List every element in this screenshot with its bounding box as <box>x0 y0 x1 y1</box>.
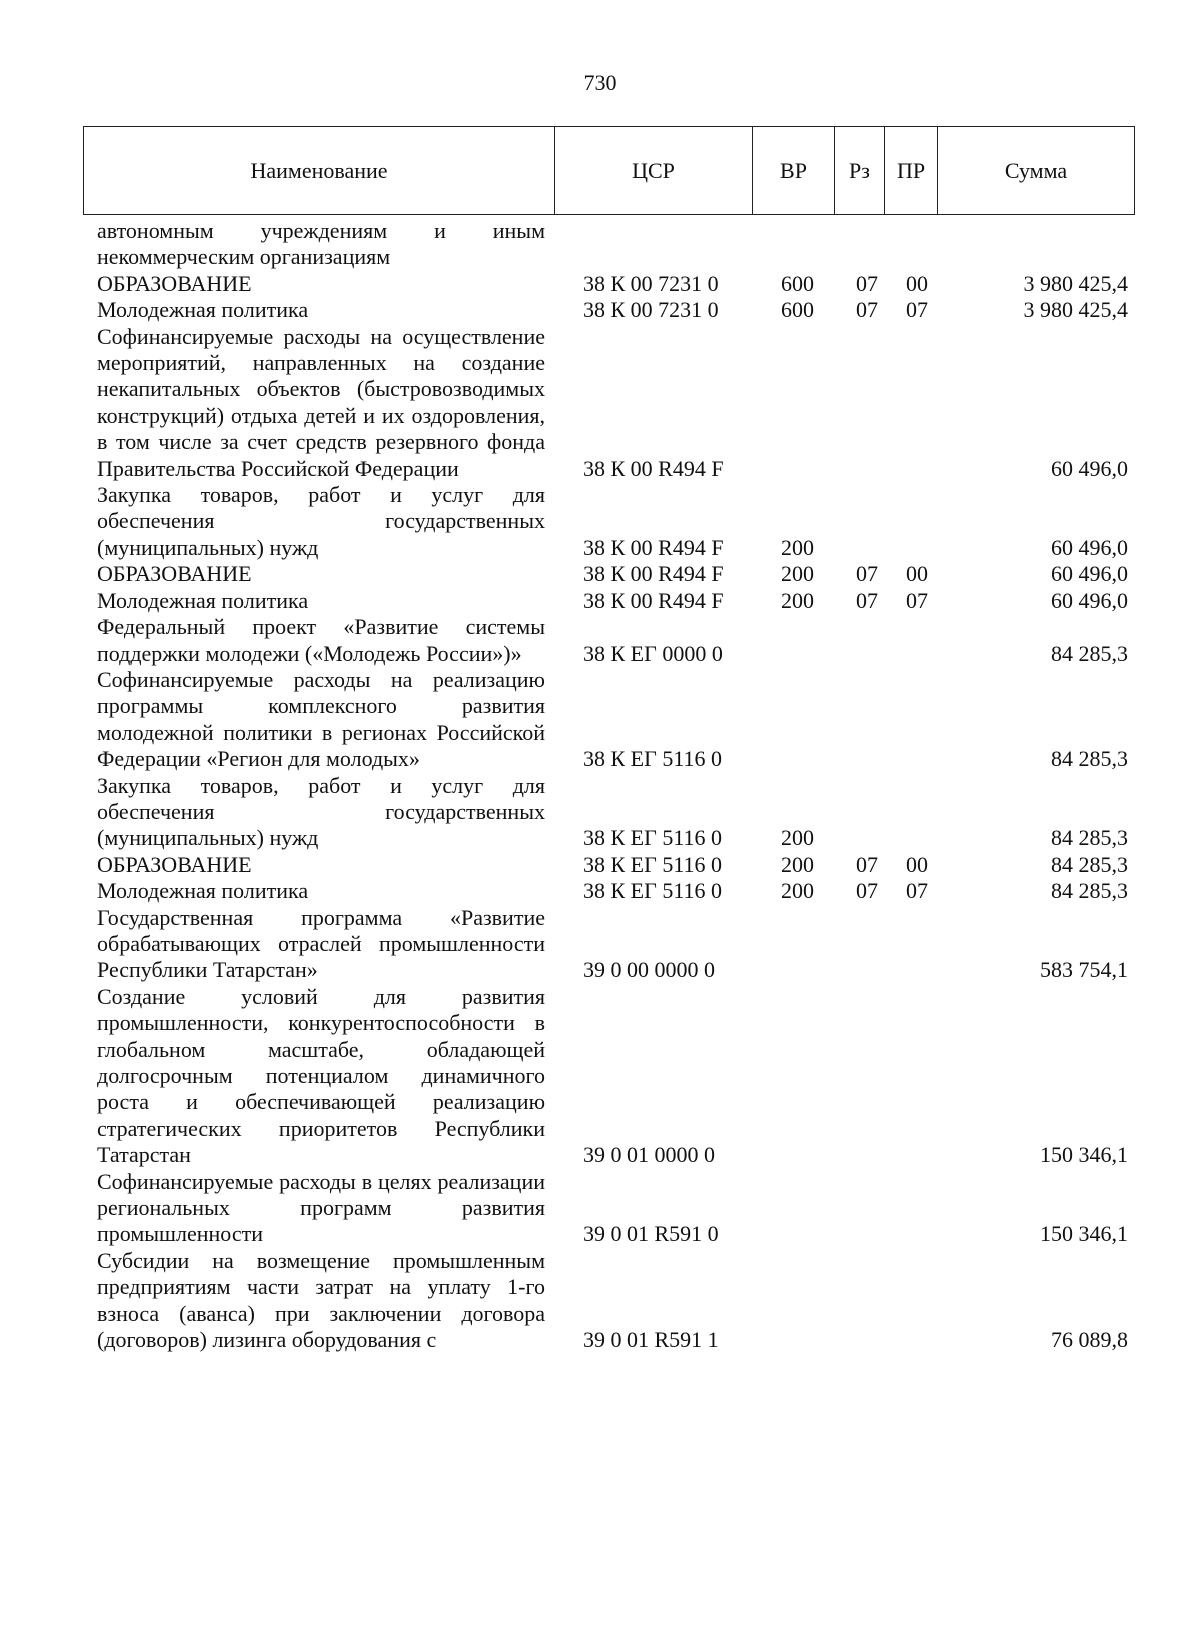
row-sum: 84 285,3 <box>1051 878 1128 904</box>
row-sum: 84 285,3 <box>1051 851 1128 877</box>
row-vr: 200 <box>781 878 814 904</box>
row-rz: 07 <box>856 297 878 323</box>
row-sum: 60 496,0 <box>1051 587 1128 613</box>
row-name: Молодежная политика <box>97 878 309 904</box>
header-rz: Рз <box>835 127 885 215</box>
header-name: Наименование <box>84 127 555 215</box>
table-row <box>0 561 1200 587</box>
table-row <box>0 614 1200 667</box>
table-row <box>0 1169 1200 1248</box>
row-vr: 200 <box>781 851 814 877</box>
row-sum: 60 496,0 <box>1051 561 1128 587</box>
row-name: Субсидии на возмещение промышленным предприятиям части затрат на уплату 1-го взноса (аванса) при заключении договора (договоров) лизинга оборудования с <box>97 1247 545 1353</box>
row-pr: 00 <box>906 270 928 296</box>
header-vr: ВР <box>753 127 835 215</box>
row-sum: 150 346,1 <box>1040 1221 1128 1247</box>
row-csr: 39 0 01 0000 0 <box>583 1142 715 1168</box>
row-csr: 38 К 00 R494 F <box>583 587 724 613</box>
row-csr: 38 К 00 7231 0 <box>583 270 719 296</box>
row-vr: 200 <box>781 561 814 587</box>
table-row <box>0 773 1200 852</box>
table-row <box>0 271 1200 297</box>
row-name: Софинансируемые расходы в целях реализации региональных программ развития промышленности <box>97 1168 545 1247</box>
row-name: ОБРАЗОВАНИЕ <box>97 851 252 877</box>
row-sum: 150 346,1 <box>1040 1142 1128 1168</box>
row-pr: 00 <box>906 561 928 587</box>
row-name: Молодежная политика <box>97 587 309 613</box>
row-pr: 07 <box>906 297 928 323</box>
row-name: ОБРАЗОВАНИЕ <box>97 561 252 587</box>
row-csr: 38 К 00 R494 F <box>583 534 724 560</box>
row-name: Молодежная политика <box>97 297 309 323</box>
row-name: Государственная программа «Развитие обрабатывающих отраслей промышленности Республики Татарстан» <box>97 904 545 983</box>
row-sum: 60 496,0 <box>1051 455 1128 481</box>
table-row <box>0 852 1200 878</box>
row-csr: 38 К ЕГ 5116 0 <box>583 825 723 851</box>
row-sum: 3 980 425,4 <box>1023 270 1128 296</box>
row-csr: 38 К ЕГ 5116 0 <box>583 746 723 772</box>
table-row <box>0 218 1200 271</box>
row-csr: 39 0 01 R591 0 <box>583 1221 719 1247</box>
row-vr: 200 <box>781 825 814 851</box>
row-sum: 84 285,3 <box>1051 640 1128 666</box>
row-rz: 07 <box>856 587 878 613</box>
row-name: Закупка товаров, работ и услуг для обеспечения государственных (муниципальных) нужд <box>97 772 545 851</box>
row-pr: 00 <box>906 851 928 877</box>
row-sum: 84 285,3 <box>1051 825 1128 851</box>
row-name: ОБРАЗОВАНИЕ <box>97 270 252 296</box>
row-name: автономным учреждениям и иным некоммерческим организациям <box>97 218 545 270</box>
row-rz: 07 <box>856 851 878 877</box>
row-rz: 07 <box>856 878 878 904</box>
row-rz: 07 <box>856 561 878 587</box>
row-name: Закупка товаров, работ и услуг для обеспечения государственных (муниципальных) нужд <box>97 482 545 560</box>
row-vr: 200 <box>781 534 814 560</box>
header-sum: Сумма <box>938 127 1135 215</box>
row-name: Федеральный проект «Развитие системы поддержки молодежи («Молодежь России»)» <box>97 614 545 666</box>
row-name: Создание условий для развития промышленности, конкурентоспособности в глобальном масштабе, обладающей долгосрочным потенциалом динамичного роста и обеспечивающей реализацию стратегических приоритетов Республики Татарстан <box>97 983 545 1168</box>
row-sum: 3 980 425,4 <box>1023 297 1128 323</box>
row-vr: 200 <box>781 587 814 613</box>
row-name: Софинансируемые расходы на осуществление мероприятий, направленных на создание некапитальных объектов (быстровозводимых конструкций) отдыха детей и их оздоровления, в том числе за счет средств резервного фонда Правительства Российской Федерации <box>97 323 545 481</box>
row-vr: 600 <box>781 270 814 296</box>
table-row <box>0 297 1200 323</box>
table-row <box>0 324 1200 482</box>
row-name: Софинансируемые расходы на реализацию программы комплексного развития молодежной политики в регионах Российской Федерации «Регион для молодых» <box>97 666 545 772</box>
row-vr: 600 <box>781 297 814 323</box>
table-row <box>0 984 1200 1169</box>
row-csr: 38 К 00 R494 F <box>583 455 724 481</box>
row-rz: 07 <box>856 270 878 296</box>
row-pr: 07 <box>906 878 928 904</box>
table-header <box>83 126 1135 215</box>
table-row <box>0 1248 1200 1354</box>
table-row <box>0 667 1200 773</box>
table-body <box>0 218 1200 1353</box>
row-sum: 76 089,8 <box>1051 1327 1128 1353</box>
header-pr: ПР <box>885 127 938 215</box>
table-row <box>0 878 1200 904</box>
row-csr: 38 К 00 R494 F <box>583 561 724 587</box>
page-number: 730 <box>583 70 617 95</box>
row-sum: 60 496,0 <box>1051 534 1128 560</box>
row-csr: 38 К 00 7231 0 <box>583 297 719 323</box>
row-sum: 583 754,1 <box>1040 957 1128 983</box>
row-csr: 38 К ЕГ 5116 0 <box>583 878 723 904</box>
table-row <box>0 905 1200 984</box>
row-csr: 38 К ЕГ 0000 0 <box>583 640 723 666</box>
header-csr: ЦСР <box>555 127 753 215</box>
table-row <box>0 482 1200 561</box>
row-csr: 39 0 00 0000 0 <box>583 957 715 983</box>
table-row <box>0 588 1200 614</box>
row-csr: 39 0 01 R591 1 <box>583 1327 719 1353</box>
row-csr: 38 К ЕГ 5116 0 <box>583 851 723 877</box>
row-pr: 07 <box>906 587 928 613</box>
row-sum: 84 285,3 <box>1051 746 1128 772</box>
